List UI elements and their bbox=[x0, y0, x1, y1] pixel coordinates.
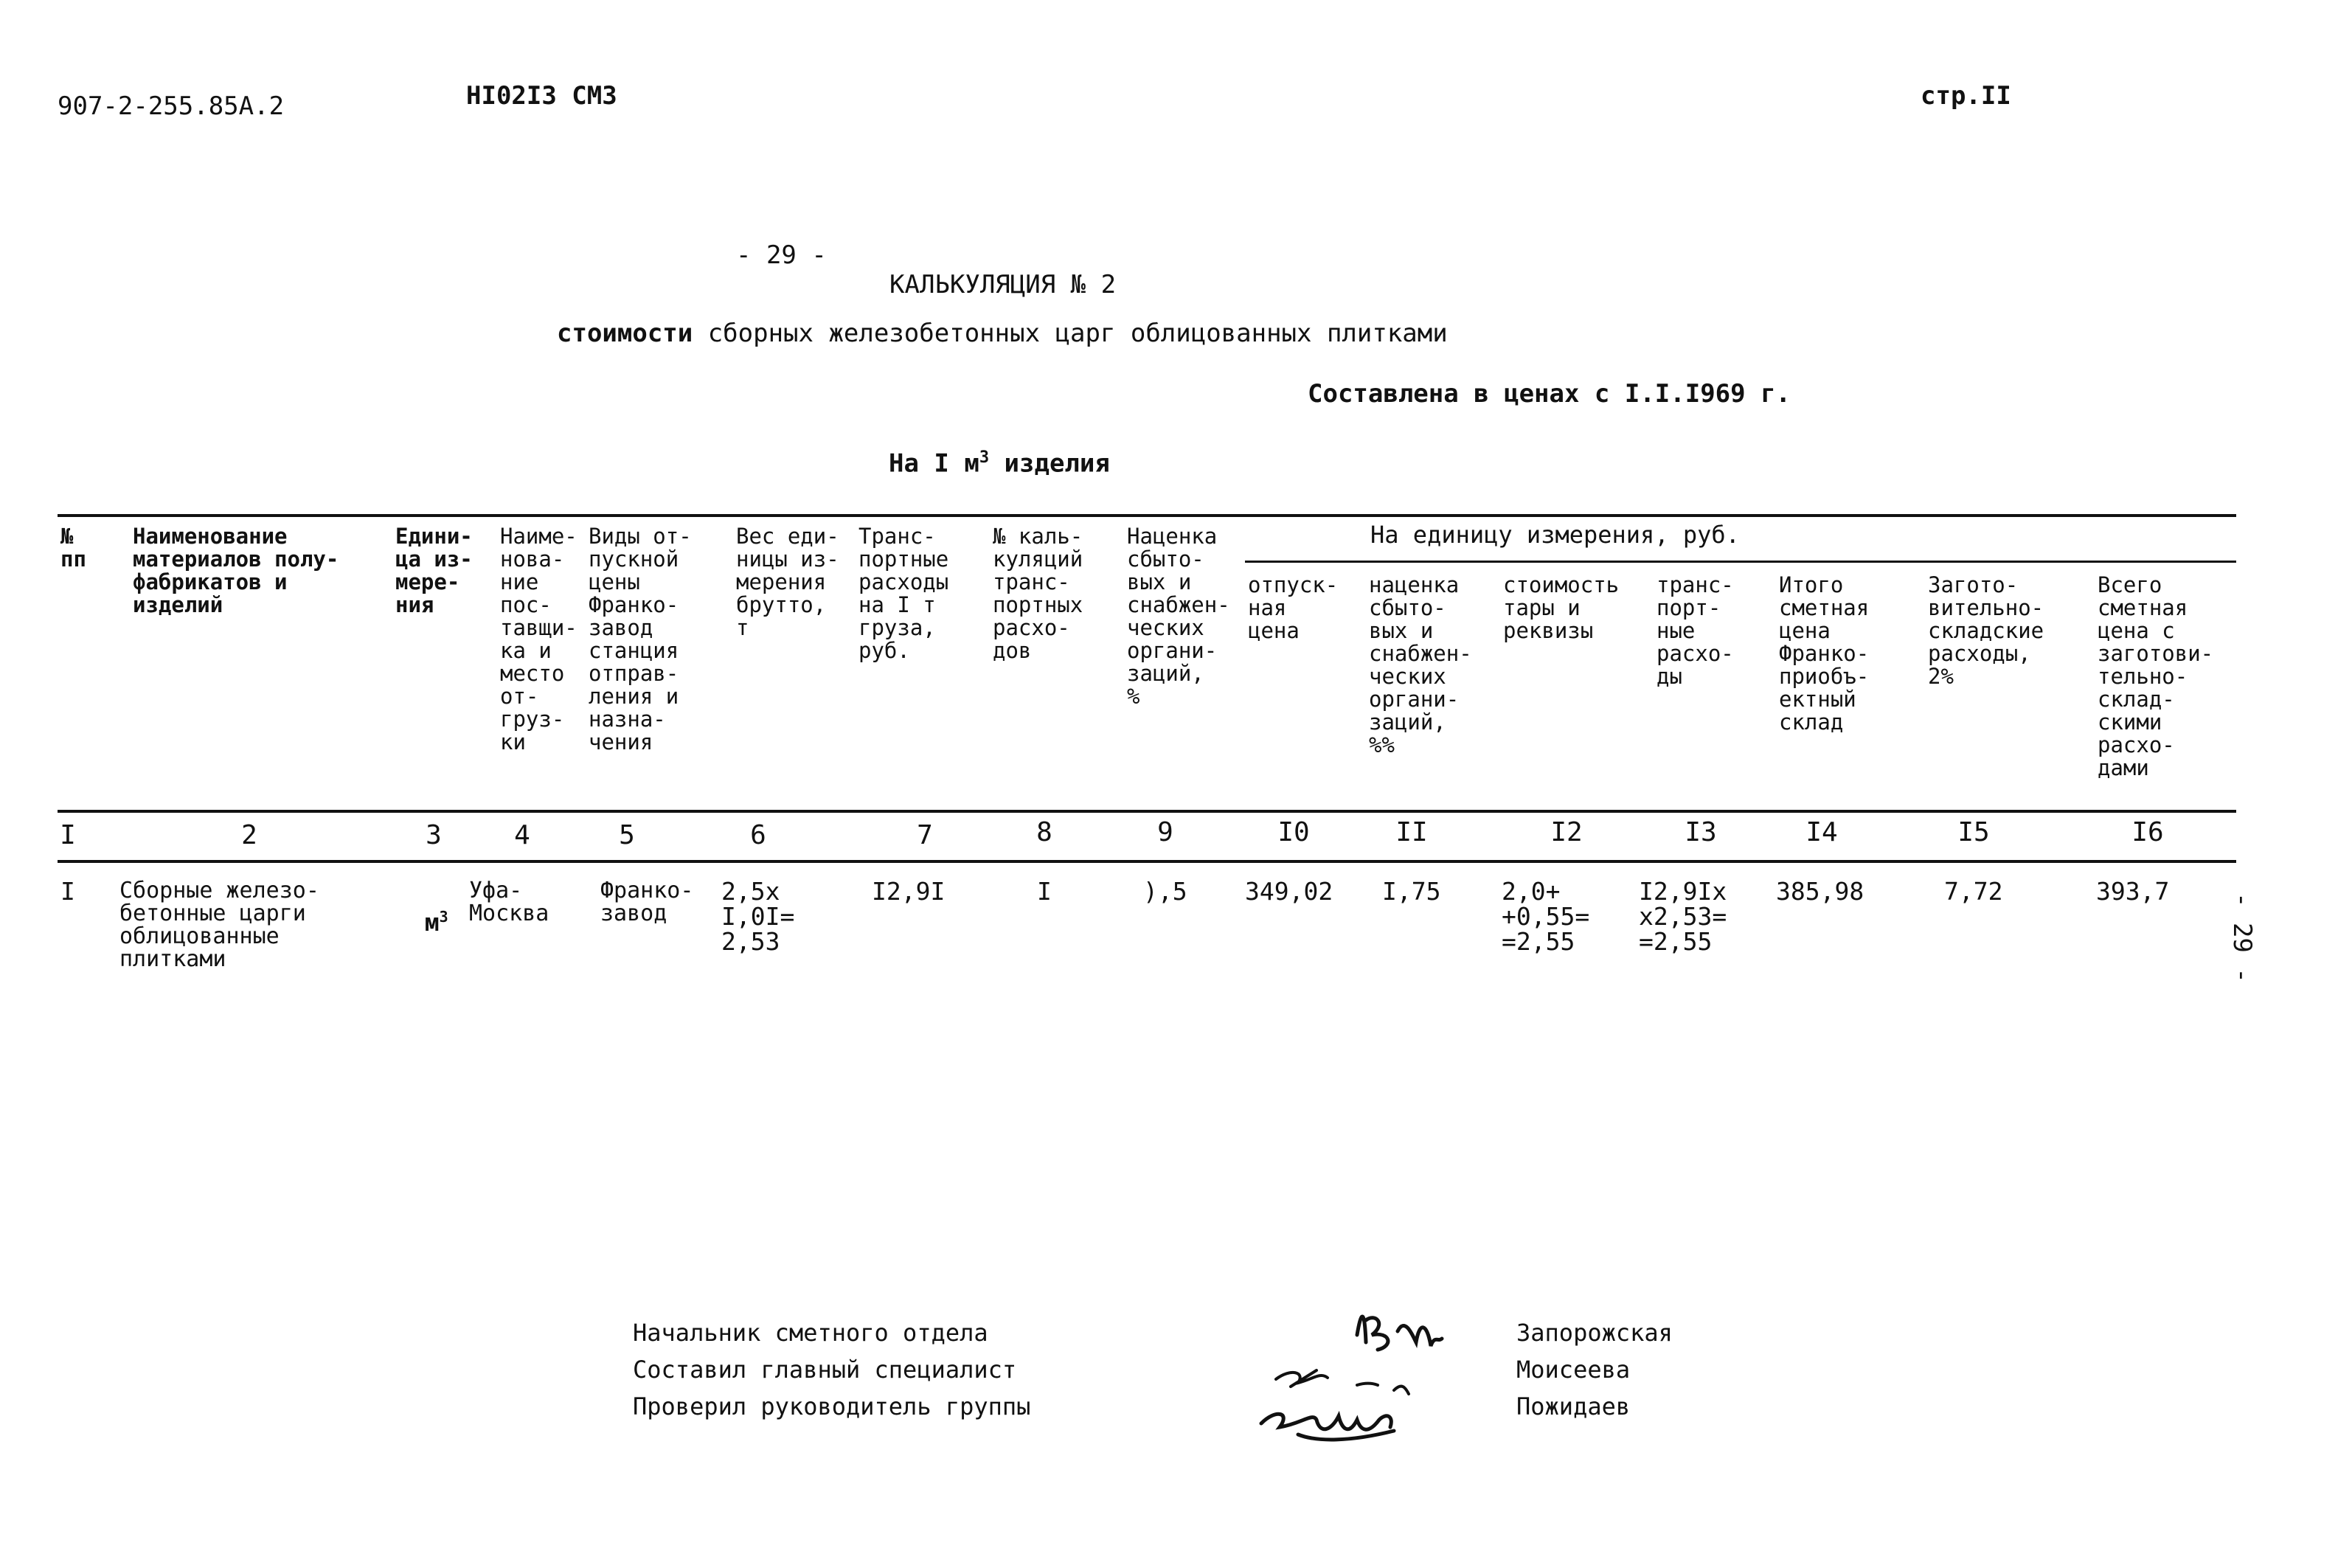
column-number-4: 4 bbox=[514, 820, 530, 850]
column-number-5: 5 bbox=[619, 820, 635, 850]
row-markup: I,75 bbox=[1382, 877, 1441, 906]
group-header: На единицу измерения, руб. bbox=[1370, 521, 1740, 549]
signature-name-1: Запорожская bbox=[1516, 1319, 1673, 1347]
column-number-8: 8 bbox=[1036, 817, 1052, 847]
row-container-cost: 2,0+ +0,55= =2,55 bbox=[1502, 877, 1590, 956]
row-markup-percent: ),5 bbox=[1143, 877, 1187, 906]
prices-note: Составлена в ценах с I.I.I969 г. bbox=[1308, 379, 1791, 409]
column-number-15: I5 bbox=[1957, 817, 1990, 847]
signature-name-3: Пожидаев bbox=[1516, 1392, 1631, 1420]
column-number-1: I bbox=[60, 820, 76, 850]
calculation-subtitle bbox=[557, 319, 1448, 348]
column-number-3: 3 bbox=[426, 820, 442, 850]
signature-role-3: Проверил руководитель группы bbox=[633, 1392, 1031, 1420]
column-header-6: Вес еди- ницы из- мерения брутто, т bbox=[736, 524, 839, 640]
row-supplier: Уфа- Москва bbox=[469, 878, 549, 926]
row-transport-rate: I2,9I bbox=[872, 877, 946, 906]
column-header-8: № каль- куляций транс- портных расхо- дов bbox=[993, 524, 1083, 663]
row-transport-cost: I2,9Iх х2,53= =2,55 bbox=[1639, 877, 1727, 956]
project-code: НI02I3 СМЗ bbox=[466, 81, 617, 111]
row-unit bbox=[395, 879, 448, 935]
row-unit-text: м bbox=[424, 908, 440, 937]
column-header-3: Едини- ца из- мере- ния bbox=[395, 524, 473, 617]
column-number-10: I0 bbox=[1277, 817, 1310, 847]
column-header-1: № пп bbox=[60, 524, 86, 572]
signature-role-1: Начальник сметного отдела bbox=[633, 1319, 988, 1347]
column-header-4: Наиме- нова- ние пос- тавщи- ка и место от- груз- ки bbox=[500, 524, 577, 754]
column-number-9: 9 bbox=[1157, 817, 1173, 847]
calculation-title: КАЛЬКУЛЯЦИЯ № 2 bbox=[889, 270, 1117, 299]
row-price-type: Франко- завод bbox=[600, 878, 694, 926]
signature-role-2: Составил главный специалист bbox=[633, 1356, 1017, 1384]
column-header-16: Всего сметная цена с заготови- тельно- склад- скими расхо- дами bbox=[2098, 572, 2214, 780]
column-header-5: Виды от- пускной цены Франко- завод станция отправ- ления и назна- чения bbox=[589, 524, 692, 754]
column-header-7: Транс- портные расходы на I т груза, руб. bbox=[858, 524, 949, 663]
column-number-7: 7 bbox=[917, 820, 933, 850]
header-bottom-rule bbox=[58, 810, 2236, 813]
column-header-15: Загото- вительно- складские расходы, 2% bbox=[1928, 572, 2044, 689]
column-header-10: отпуск- ная цена bbox=[1248, 572, 1339, 643]
row-calc-number: I bbox=[1037, 877, 1052, 906]
column-number-12: I2 bbox=[1550, 817, 1583, 847]
unit-note-text-end: изделия bbox=[989, 448, 1110, 479]
column-number-14: I4 bbox=[1805, 817, 1838, 847]
unit-note-superscript: 3 bbox=[979, 448, 990, 467]
subtitle-bold-word: стоимости bbox=[557, 319, 693, 348]
column-header-13: транс- порт- ные расхо- ды bbox=[1657, 572, 1734, 689]
subtitle-rest: сборных железобетонных царг облицованных плитками bbox=[693, 319, 1448, 348]
row-total-estimate: 385,98 bbox=[1776, 877, 1864, 906]
page-number-side: - 29 - bbox=[2227, 892, 2257, 983]
column-number-6: 6 bbox=[750, 820, 766, 850]
unit-note bbox=[889, 448, 1110, 478]
page-reference: стр.II bbox=[1921, 81, 2011, 111]
row-release-price: 349,02 bbox=[1245, 877, 1333, 906]
column-header-14: Итого сметная цена Франко- приобъ- ектный склад bbox=[1779, 572, 1870, 735]
table-top-rule bbox=[58, 514, 2236, 517]
column-header-12: стоимость тары и реквизы bbox=[1503, 572, 1620, 643]
column-number-13: I3 bbox=[1685, 817, 1717, 847]
page-number-top: - 29 - bbox=[736, 240, 827, 270]
column-header-9: Наценка сбыто- вых и снабжен- ческих органи- заций, % bbox=[1127, 524, 1230, 709]
row-item-name: Сборные железо- бетонные царги облицованные плитками bbox=[119, 878, 319, 972]
row-number: I bbox=[60, 877, 75, 906]
handwritten-signatures bbox=[1246, 1291, 1497, 1460]
column-numbers-rule bbox=[58, 860, 2236, 863]
column-number-2: 2 bbox=[241, 820, 257, 850]
signature-name-2: Моисеева bbox=[1516, 1356, 1631, 1384]
column-header-11: наценка сбыто- вых и снабжен- ческих органи- заций, %% bbox=[1369, 572, 1472, 757]
row-weight: 2,5х I,0I= 2,53 bbox=[721, 877, 795, 956]
column-header-2: Наименование материалов полу- фабрикатов и изделий bbox=[133, 524, 339, 617]
group-header-rule bbox=[1245, 561, 2236, 563]
document-code: 907-2-255.85A.2 bbox=[58, 91, 285, 121]
row-procurement: 7,72 bbox=[1944, 877, 2003, 906]
row-unit-superscript: 3 bbox=[439, 908, 448, 926]
unit-note-text: На I м bbox=[889, 448, 979, 479]
row-grand-total: 393,7 bbox=[2096, 877, 2170, 906]
column-number-11: II bbox=[1395, 817, 1428, 847]
column-number-16: I6 bbox=[2131, 817, 2164, 847]
